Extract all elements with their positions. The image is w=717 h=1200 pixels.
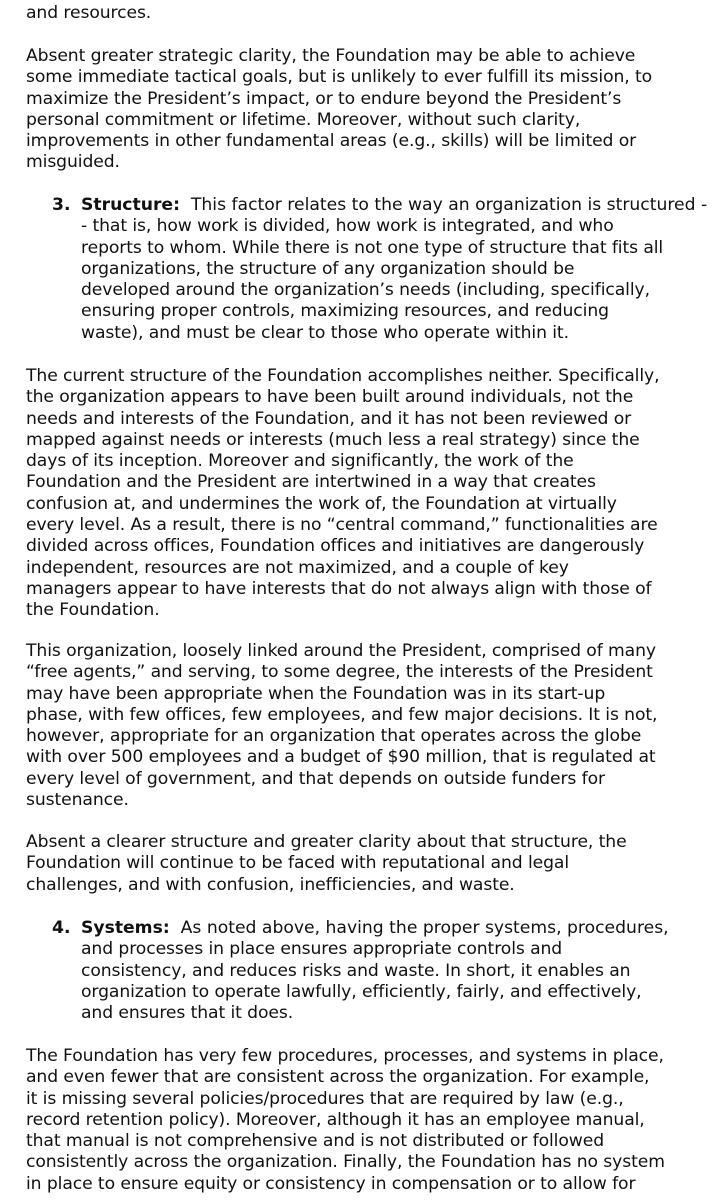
text-line: in place to ensure equity or consistency in compensation or to allow for [26, 1173, 636, 1194]
text-line: may have been appropriate when the Foundation was in its start-up [26, 683, 606, 704]
text-line: that manual is not comprehensive and is not distributed or followed [26, 1131, 605, 1152]
text-line: Absent a clearer structure and greater clarity about that structure, the [26, 832, 627, 852]
list-item-body [81, 195, 707, 344]
text-line: mapped against needs or interests (much less a real strategy) since the [26, 429, 640, 450]
text-line: record retention policy). Moreover, although it has an employee manual, [26, 1109, 645, 1130]
text-line: improvements in other fundamental areas (e.g., skills) will be limited or [26, 131, 637, 152]
text-line: needs and interests of the Foundation, and it has not been reviewed or [26, 408, 632, 429]
text-line: the Foundation. [26, 600, 160, 621]
text-line: Absent greater strategic clarity, the Foundation may be able to achieve [26, 46, 636, 66]
list-item-first-line [81, 195, 707, 216]
text-line: and even fewer that are consistent across the organization. For example, [26, 1067, 650, 1088]
text-line: personal commitment or lifetime. Moreover, without such clarity, [26, 109, 581, 130]
text-line: ensuring proper controls, maximizing resources, and reducing [81, 301, 609, 322]
text-line: consistently across the organization. Finally, the Foundation has no system [26, 1152, 665, 1173]
paragraph-top-fragment [26, 3, 151, 24]
paragraph-loosely-linked [26, 641, 657, 811]
text-line: challenges, and with confusion, inefficiencies, and waste. [26, 874, 515, 895]
text-line: organizations, the structure of any organization should be [81, 258, 575, 279]
text-line: The current structure of the Foundation accomplishes neither. Specifically, [26, 366, 660, 386]
text-line: managers appear to have interests that do not always align with those of [26, 578, 652, 599]
text-line: however, appropriate for an organization that operates across the globe [26, 726, 642, 747]
text-line: divided across offices, Foundation offices and initiatives are dangerously [26, 536, 645, 557]
text-line: “free agents,” and serving, to some degree, the interests of the President [26, 662, 653, 683]
text-line: Foundation will continue to be faced with reputational and legal [26, 853, 570, 874]
text-line: waste), and must be clear to those who operate within it. [81, 322, 569, 343]
text-line: Foundation and the President are intertwined in a way that creates [26, 472, 596, 493]
list-number: 3. [52, 195, 71, 215]
text-line: misguided. [26, 152, 120, 173]
text-line: This organization, loosely linked around the President, comprised of many [26, 641, 656, 661]
paragraph-strategy-absent [26, 46, 652, 174]
list-item-first-line [81, 918, 669, 939]
text-line: every level. As a result, there is no “central command,” functionalities are [26, 515, 658, 536]
text-line: organization to operate lawfully, efficiently, fairly, and effectively, [81, 981, 642, 1002]
text-line: days of its inception. Moreover and significantly, the work of the [26, 451, 574, 472]
list-item-intro: This factor relates to the way an organization is structured - [190, 195, 708, 215]
list-item-body [81, 918, 669, 1024]
paragraph-structure-absent [26, 832, 627, 896]
list-item-term: Systems: [81, 918, 170, 938]
text-line: the organization appears to have been built around individuals, not the [26, 387, 634, 408]
list-number: 4. [52, 918, 71, 938]
text-line: reports to whom. While there is not one type of structure that fits all [81, 237, 664, 258]
text-line: with over 500 employees and a budget of $90 million, that is regulated at [26, 747, 656, 768]
paragraph-few-procedures [26, 1046, 665, 1195]
text-line: it is missing several policies/procedures that are required by law (e.g., [26, 1088, 624, 1109]
text-line: consistency, and reduces risks and waste. In short, it enables an [81, 960, 631, 981]
text-line: independent, resources are not maximized, and a couple of key [26, 557, 569, 578]
text-line: and processes in place ensures appropriate controls and [81, 939, 563, 960]
list-item-term: Structure: [81, 195, 180, 215]
text-line: - that is, how work is divided, how work is integrated, and who [81, 216, 614, 237]
text-line: maximize the President’s impact, or to endure beyond the President’s [26, 88, 622, 109]
text-line: some immediate tactical goals, but is unlikely to ever fulfill its mission, to [26, 67, 653, 88]
text-line: phase, with few offices, few employees, and few major decisions. It is not, [26, 704, 658, 725]
text-line: and resources. [26, 3, 152, 23]
text-line: every level of government, and that depends on outside funders for [26, 768, 605, 789]
text-line: and ensures that it does. [81, 1003, 294, 1024]
text-line: sustenance. [26, 790, 129, 811]
text-line: developed around the organization’s needs (including, specifically, [81, 280, 650, 301]
text-line: confusion at, and undermines the work of, the Foundation at virtually [26, 493, 617, 514]
text-line: The Foundation has very few procedures, processes, and systems in place, [26, 1046, 664, 1066]
paragraph-current-structure [26, 366, 659, 622]
list-item-intro: As noted above, having the proper systems, procedures, [180, 918, 669, 938]
